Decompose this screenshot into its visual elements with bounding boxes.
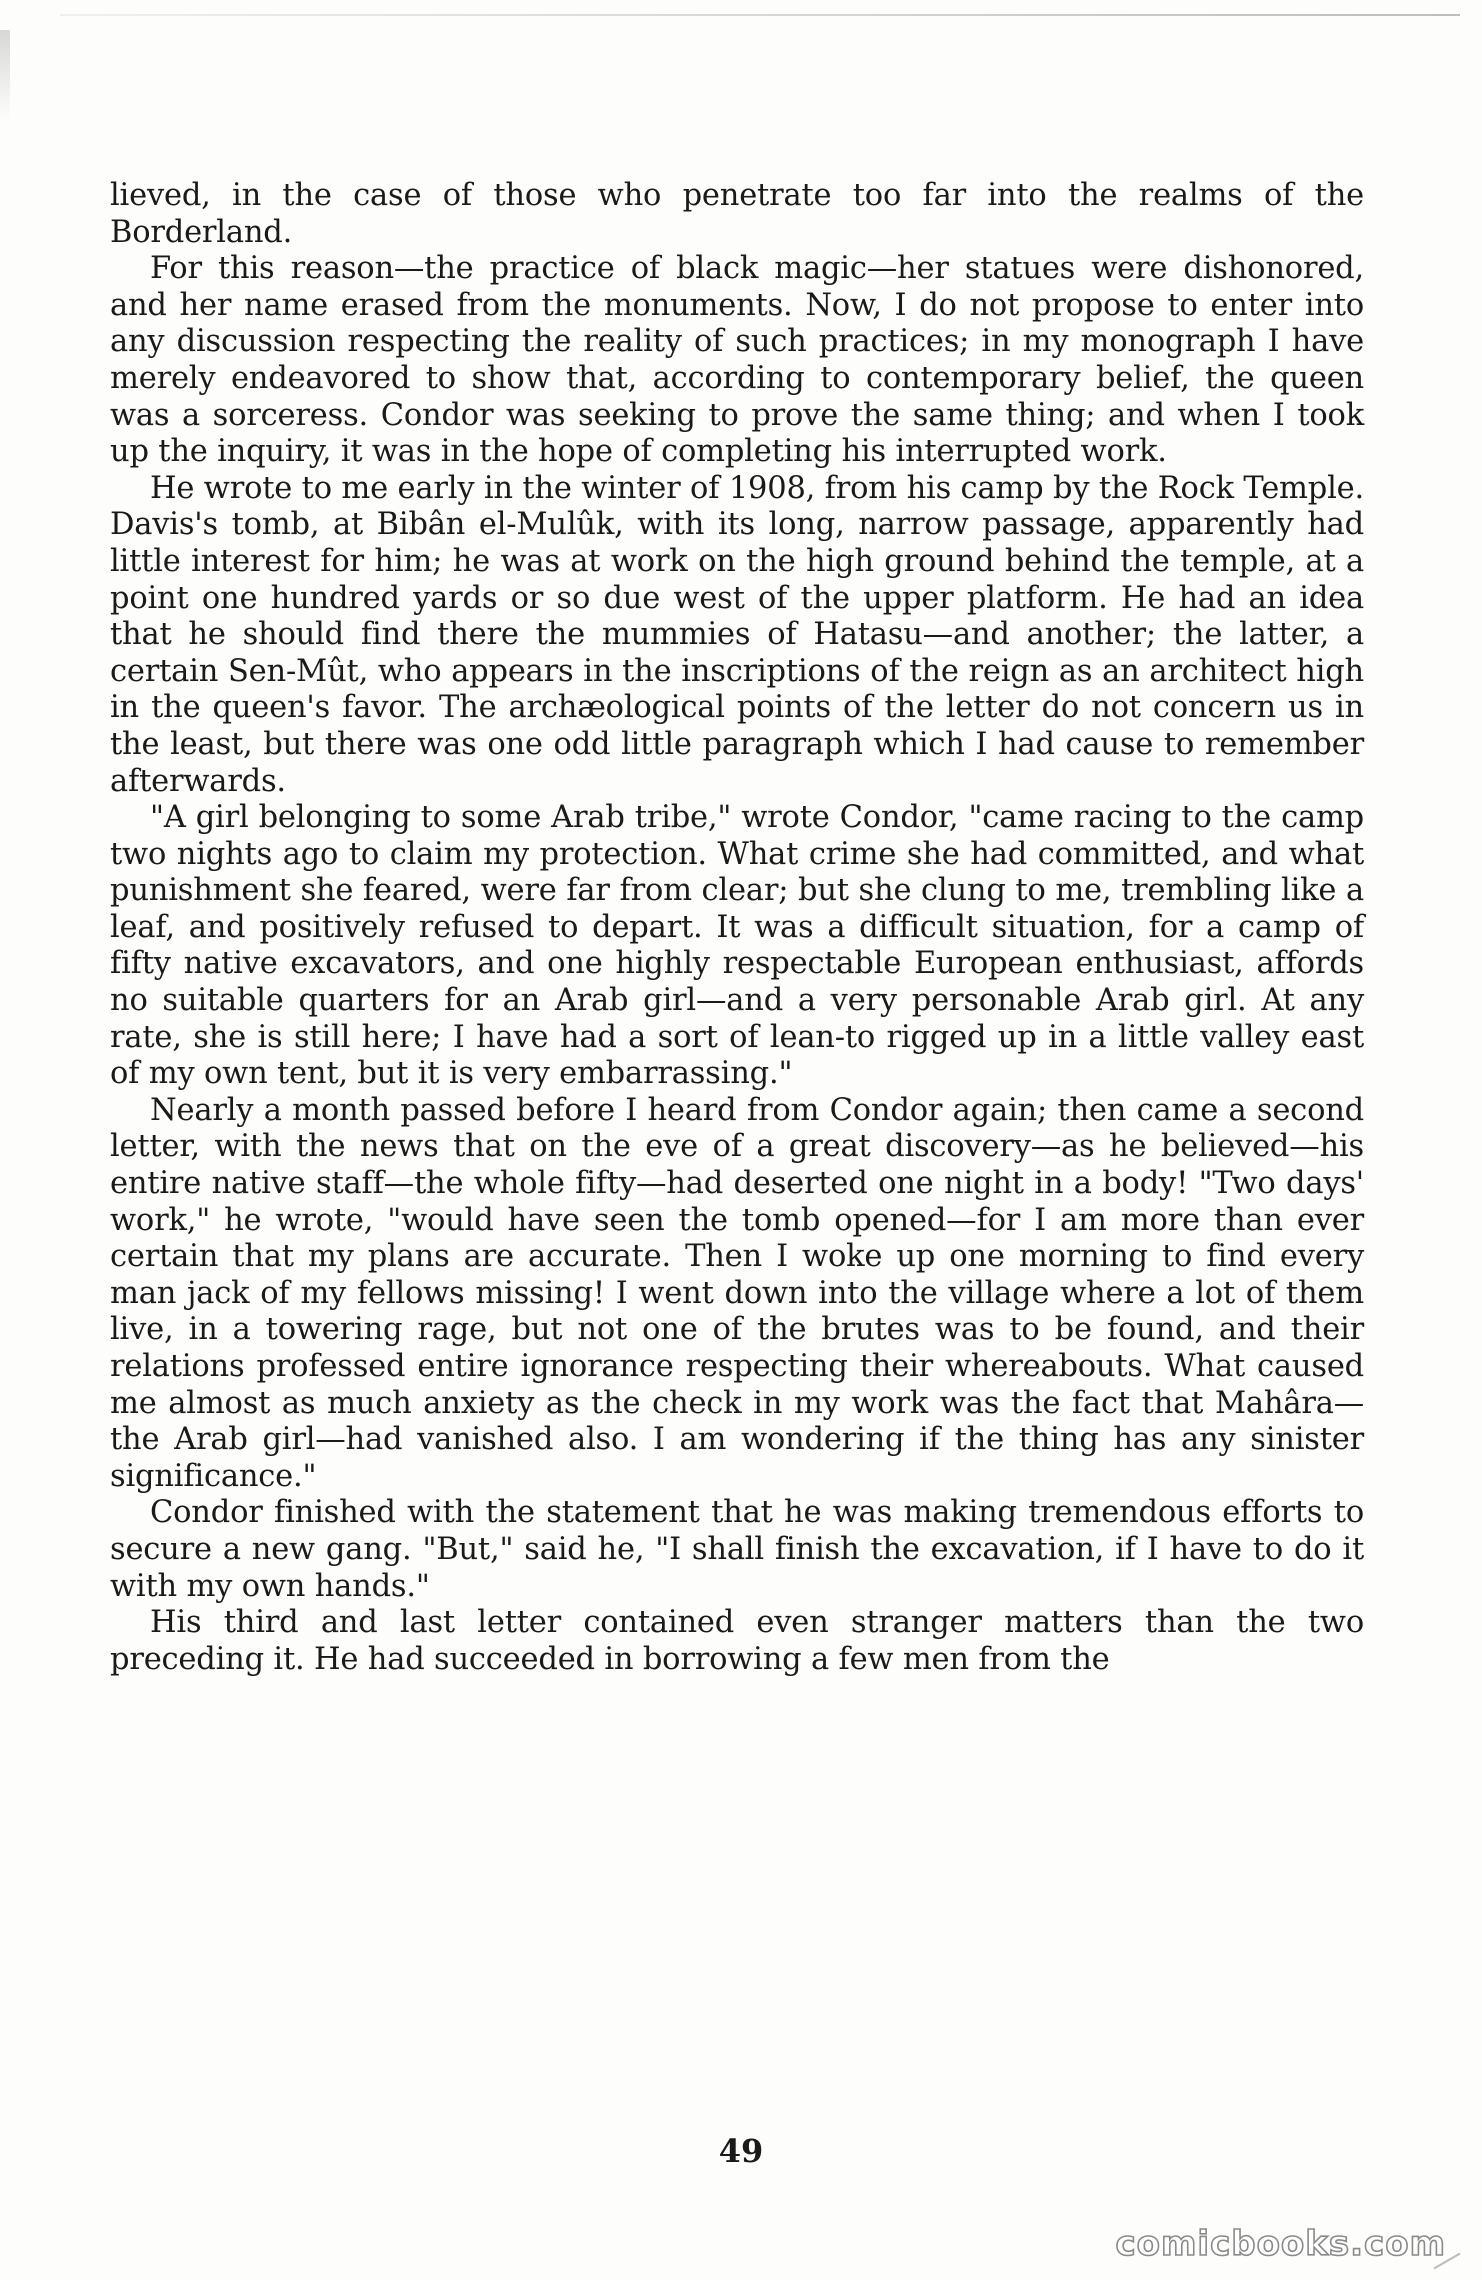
scan-edge-top [60,14,1460,16]
paragraph-1: lieved, in the case of those who penetrate too far into the realms of the Borderland. [110,178,1364,250]
paragraph-6: Condor finished with the statement that he was making tremendous efforts to secure a new gang. "But," said he, "I shall finish the excavation, if I have to do it with my own hands." [110,1495,1364,1604]
paragraph-2: For this reason—the practice of black magic—her statues were dishonored, and her name erased from the monuments. Now, I do not propose to enter into any discussion respecting the reality of such practices; in my monograph I have merely endeavored to show that, according to contemporary belief, the queen was a sorceress. Condor was seeking to prove the same thing; and when I took up the inquiry, it was in the hope of completing his interrupted work. [110,251,1364,470]
paragraph-5: Nearly a month passed before I heard from Condor again; then came a second letter, with the news that on the eve of a great discovery—as he believed—his entire native staff—the whole fifty—had deserted one night in a body! "Two days' work," he wrote, "would have seen the tomb opened—for I am more than ever certain that my plans are accurate. Then I woke up one morning to find every man jack of my fellows missing! I went down into the village where a lot of them live, in a towering rage, but not one of the brutes was to be found, and their relations professed entire ignorance respecting their whereabouts. What caused me almost as much anxiety as the check in my work was the fact that Mahâra—the Arab girl—had vanished also. I am wondering if the thing has any sinister significance." [110,1092,1364,1494]
paragraph-3: He wrote to me early in the winter of 1908, from his camp by the Rock Temple. Davis's tomb, at Bibân el-Mulûk, with its long, narrow passage, apparently had little interest for him; he was at work on the high ground behind the temple, at a point one hundred yards or so due west of the upper platform. He had an idea that he should find there the mummies of Hatasu—and another; the latter, a certain Sen-Mût, who appears in the inscriptions of the reign as an architect high in the queen's favor. The archæological points of the letter do not concern us in the least, but there was one odd little paragraph which I had cause to remember afterwards. [110,470,1364,799]
scan-edge-left [0,30,10,120]
watermark-logo: comicbooks.com [1115,2224,1446,2264]
paragraph-7: His third and last letter contained even stranger matters than the two preceding it. He had succeeded in borrowing a few men from the [110,1605,1364,1677]
paragraph-4: "A girl belonging to some Arab tribe," wrote Condor, "came racing to the camp two nights ago to claim my protection. What crime she had committed, and what punishment she feared, were far from clear; but she clung to me, trembling like a leaf, and positively refused to depart. It was a difficult situation, for a camp of fifty native excavators, and one highly respectable European enthusiast, affords no suitable quarters for an Arab girl—and a very personable Arab girl. At any rate, she is still here; I have had a sort of lean-to rigged up in a little valley east of my own tent, but it is very embarrassing." [110,800,1364,1092]
body-text [110,178,1364,1678]
page-number: 49 [718,2132,764,2170]
